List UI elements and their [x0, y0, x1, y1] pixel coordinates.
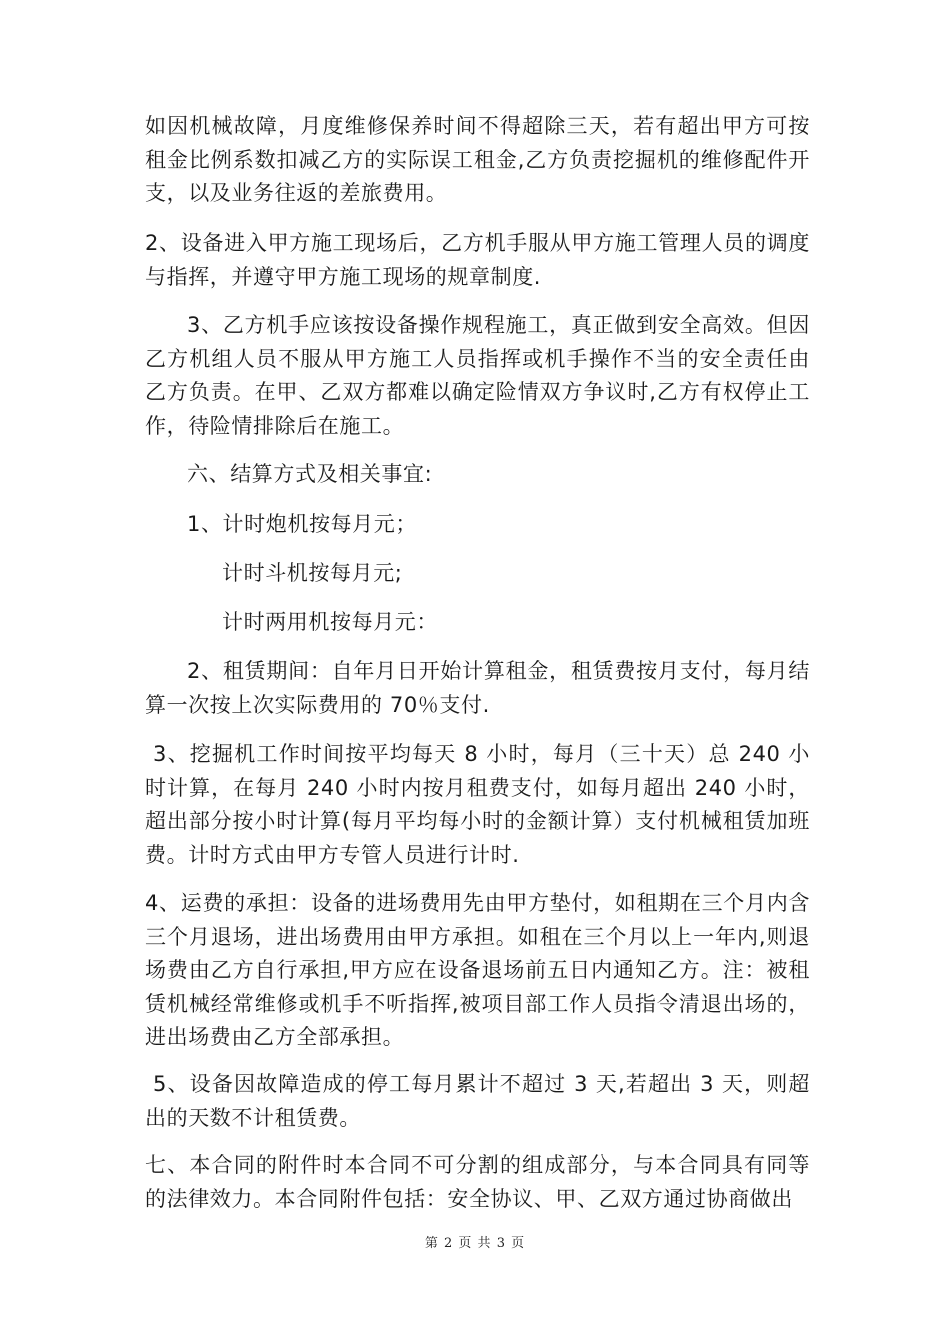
paragraph-lease-period: 2、租赁期间：自年月日开始计算租金，租赁费按月支付，每月结算一次按上次实际费用的 70％支付.	[145, 659, 810, 717]
paragraph-working-hours: 3、挖掘机工作时间按平均每天 8 小时，每月（三十天）总 240 小时计算，在每月 240 小时内按月租费支付，如每月超出 240 小时，超出部分按小时计算(每月平均每小时的金额计算）支付机械租赁加班费。计时方式由甲方专管人员进行计时.	[145, 742, 810, 867]
paragraph-clause-3: 3、乙方机手应该按设备操作规程施工，真正做到安全高效。但因乙方机组人员不服从甲方施工人员指挥或机手操作不当的安全责任由乙方负责。在甲、乙双方都难以确定险情双方争议时,乙方有权停止工作，待险情排除后在施工。	[145, 313, 810, 438]
section-heading-settlement: 六、结算方式及相关事宜:	[187, 462, 433, 486]
page-footer: 第 2 页 共 3 页	[424, 1236, 526, 1251]
paragraph-attachments: 七、本合同的附件时本合同不可分割的组成部分，与本合同具有同等的法律效力。本合同附件包括：安全协议、甲、乙双方通过协商做出	[145, 1153, 810, 1211]
paragraph-rate-dual: 计时两用机按每月元：	[222, 610, 438, 634]
paragraph-rate-breaker: 1、计时炮机按每月元；	[187, 512, 417, 536]
paragraph-downtime: 5、设备因故障造成的停工每月累计不超过 3 天,若超出 3 天，则超出的天数不计租赁费。	[145, 1072, 810, 1130]
paragraph-clause-2: 2、设备进入甲方施工现场后，乙方机手服从甲方施工管理人员的调度与指挥，并遵守甲方施工现场的规章制度.	[145, 231, 810, 289]
paragraph-rate-bucket: 计时斗机按每月元;	[222, 561, 403, 585]
paragraph-freight: 4、运费的承担：设备的进场费用先由甲方垫付，如租期在三个月内含三个月退场，进出场费用由甲方承担。如租在三个月以上一年内,则退场费由乙方自行承担,甲方应在设备退场前五日内通知乙方。注：被租赁机械经常维修或机手不听指挥,被项目部工作人员指令清退出场的，进出场费由乙方全部承担。	[145, 891, 810, 1049]
paragraph-maintenance: 如因机械故障，月度维修保养时间不得超除三天，若有超出甲方可按租金比例系数扣减乙方的实际误工租金,乙方负责挖掘机的维修配件开支，以及业务往返的差旅费用。	[145, 114, 810, 205]
